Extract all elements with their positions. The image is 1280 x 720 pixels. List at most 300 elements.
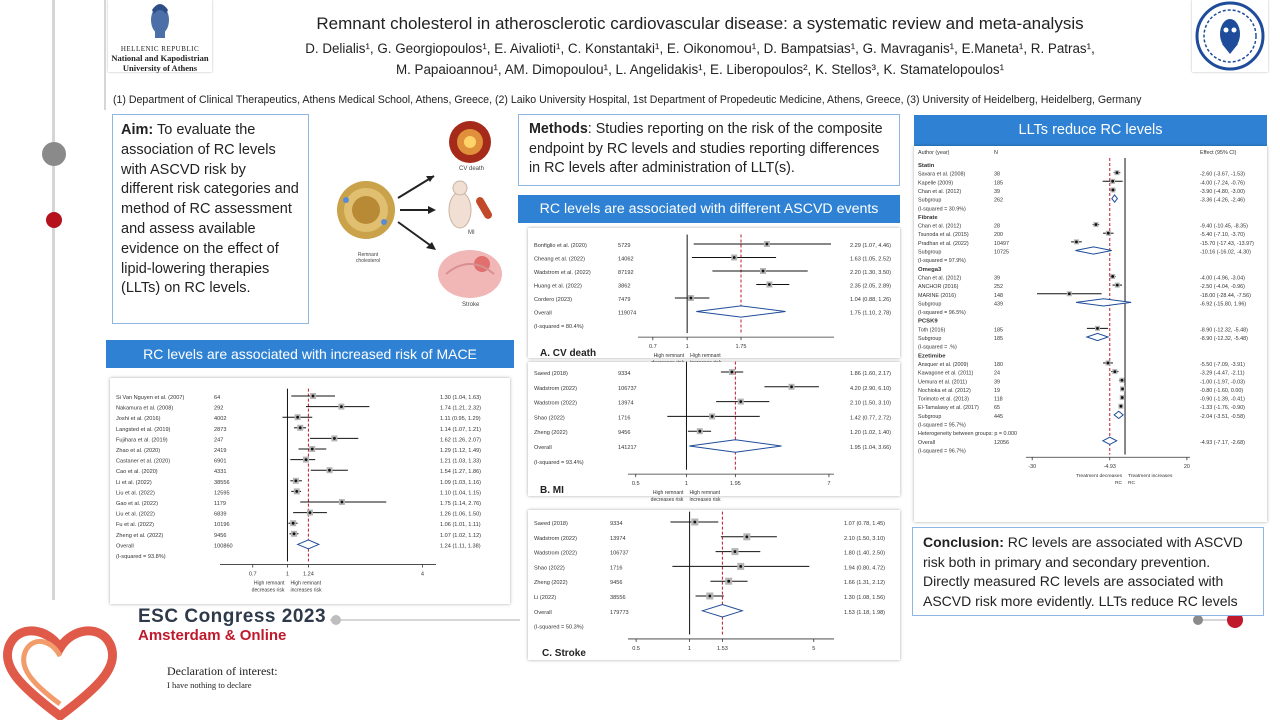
study-label: Huang et al. (2022) xyxy=(534,283,582,290)
point-estimate xyxy=(1068,292,1071,295)
effect-estimate: 2.20 (1.30, 3.50) xyxy=(850,270,892,276)
point-estimate xyxy=(1112,189,1115,192)
point-estimate xyxy=(295,490,298,493)
study-label: Fu et al. (2022) xyxy=(116,522,154,529)
effect-estimate: 4.20 (2.90, 6.10) xyxy=(850,385,892,392)
effect-estimate: -9.40 (-10.45, -8.35) xyxy=(1200,223,1248,230)
study-label: Castaner et al. (2020) xyxy=(116,458,171,465)
point-estimate xyxy=(733,256,736,259)
rail-dot-red xyxy=(46,212,62,228)
heterogeneity-note: (I-squared = 93.8%) xyxy=(116,554,166,560)
right-direction-label: Treatment increases xyxy=(1128,474,1173,480)
effect-estimate: 1.21 (1.03, 1.33) xyxy=(440,458,482,465)
study-label: Uemura et al. (2011) xyxy=(918,379,968,386)
effect-estimate: 1.11 (0.95, 1.29) xyxy=(440,416,481,423)
sample-size: 1179 xyxy=(214,501,227,507)
sample-size: 39 xyxy=(994,275,1000,282)
authors-line-1: D. Delialis¹, G. Georgiopoulos¹, E. Aivalioti¹, C. Konstantaki¹, E. Oikonomou¹, D. Bampatsias¹, G. Mavraganis¹, E.Maneta¹, R. Patras¹, xyxy=(305,41,1095,56)
x-tick-label: 20 xyxy=(1183,464,1190,471)
effect-estimate: 1.42 (0.77, 2.72) xyxy=(850,415,892,422)
sample-size: 141217 xyxy=(618,445,637,451)
study-label: Torimoto et al. (2013) xyxy=(918,396,969,403)
study-label: Kapelle (2009) xyxy=(918,180,954,187)
effect-estimate: -3.29 (-4.47, -2.11) xyxy=(1200,370,1245,377)
header-n: N xyxy=(994,150,998,156)
effect-estimate: -2.50 (-4.04, -0.96) xyxy=(1200,284,1245,291)
aim-label: Aim: xyxy=(121,122,154,138)
llt-banner xyxy=(914,115,1267,146)
study-label: Wadstrom (2022) xyxy=(534,385,578,392)
study-label: Ansquer et al. (2009) xyxy=(918,361,969,368)
study-label: Zheng et al. (2022) xyxy=(116,532,164,539)
left-direction-label: Treatment decreases xyxy=(1075,474,1123,480)
study-label: El-Tamalawy et al. (2017) xyxy=(918,405,979,412)
right-direction-label: High remnant xyxy=(290,580,322,587)
right-direction-label: High remnant xyxy=(690,353,721,360)
effect-estimate: -6.92 (-15.80, 1.96) xyxy=(1200,301,1247,308)
effect-estimate: 1.63 (1.05, 2.52) xyxy=(850,256,892,263)
effect-estimate: 1.95 (1.04, 3.66) xyxy=(850,445,892,451)
effect-estimate: 2.35 (2.05, 2.89) xyxy=(850,283,892,290)
study-label: Cheang et al. (2022) xyxy=(534,256,585,263)
study-label: Li et al. (2022) xyxy=(116,479,152,486)
point-estimate xyxy=(790,385,793,388)
sample-size: 252 xyxy=(994,284,1003,291)
effect-estimate: 1.75 (1.10, 2.78) xyxy=(850,310,892,317)
point-estimate xyxy=(309,511,312,514)
effect-estimate: -8.90 (-12.32, -5.48) xyxy=(1200,327,1248,334)
header-study: Author (year) xyxy=(918,150,950,156)
heterogeneity-note: Heterogeneity between groups: p = 0.000 xyxy=(918,431,1018,438)
sample-size: 200 xyxy=(994,232,1003,239)
rail-dot-gray-right xyxy=(1193,615,1203,625)
study-label: Overall xyxy=(116,543,134,550)
pooled-diamond xyxy=(298,540,319,549)
x-tick-label: 1 xyxy=(684,481,689,488)
sample-size: 9456 xyxy=(214,532,227,539)
heterogeneity-note: (I-squared = 30.9%) xyxy=(918,206,966,213)
sample-size: 445 xyxy=(994,413,1003,420)
pooled-diamond xyxy=(1075,247,1111,254)
effect-estimate: 2.29 (1.07, 4.46) xyxy=(850,243,892,249)
effect-estimate: 1.86 (1.60, 2.17) xyxy=(850,371,892,377)
aim-text xyxy=(121,121,300,299)
study-label: Nakamura et al. (2008) xyxy=(116,405,174,412)
effect-estimate: -3.36 (-4.26, -2.46) xyxy=(1200,197,1245,204)
subgroup-heading: Fibrate xyxy=(918,214,938,221)
esc-congress-subtitle: Amsterdam & Online xyxy=(138,627,287,644)
effect-estimate: -2.04 (-3.51, -0.58) xyxy=(1200,413,1245,420)
sample-size: 65 xyxy=(994,405,1000,412)
x-tick-label: 1 xyxy=(285,571,290,578)
point-estimate xyxy=(305,458,308,461)
point-estimate xyxy=(765,243,768,246)
study-label: Subgroup xyxy=(918,249,942,256)
pooled-diamond xyxy=(696,306,785,317)
study-label: Chan et al. (2012) xyxy=(918,275,962,282)
study-label: Tsunoda et al. (2015) xyxy=(918,232,969,239)
forest-plot-llt xyxy=(914,146,1267,522)
effect-estimate: -1.33 (-1.76, -0.90) xyxy=(1200,405,1245,412)
study-label: Chan et al. (2012) xyxy=(918,188,962,195)
sample-size: 118 xyxy=(994,396,1003,403)
aim-body: To evaluate the association of RC levels with ASCVD risk by different risk categories and method of RC assessment and assess available evidence on the effect of lipid-lowering therapies (LLTs) on RC levels. xyxy=(121,122,299,297)
point-estimate xyxy=(1075,240,1078,243)
conclusion-text xyxy=(923,533,1253,611)
effect-estimate: 1.66 (1.31, 2.12) xyxy=(844,580,886,587)
x-tick-label: 1 xyxy=(688,645,692,652)
subgroup-heading: Ezetimibe xyxy=(918,353,946,360)
left-direction-label: High remnant xyxy=(653,353,685,360)
subgroup-heading: Statin xyxy=(918,163,935,169)
study-label: MARINE (2016) xyxy=(918,292,957,299)
decorative-rail-left-2 xyxy=(104,0,106,110)
effect-estimate: 1.62 (1.26, 2.07) xyxy=(440,437,482,444)
effect-estimate: 1.94 (0.80, 4.72) xyxy=(844,565,886,572)
mace-banner xyxy=(106,340,514,368)
study-label: Bonfiglio et al. (2020) xyxy=(534,243,587,249)
left-direction-label-2: decreases risk xyxy=(251,587,285,594)
effect-estimate: 1.74 (1.21, 2.32) xyxy=(440,405,482,412)
study-label: Saeed (2018) xyxy=(534,371,568,377)
point-estimate xyxy=(1120,405,1123,408)
seal-icon xyxy=(1192,0,1268,72)
remnant-cholesterol-illustration xyxy=(322,114,510,314)
point-estimate xyxy=(731,371,734,374)
sample-size: 6839 xyxy=(214,511,227,518)
point-estimate xyxy=(734,550,737,553)
point-estimate xyxy=(1096,327,1099,330)
point-estimate xyxy=(745,535,748,538)
mace-banner-text: RC levels are associated with increased risk of MACE xyxy=(143,346,477,362)
effect-estimate: -4.93 (-7.17, -2.68) xyxy=(1200,439,1245,446)
decorative-rail-bottom xyxy=(330,619,520,621)
point-estimate xyxy=(341,501,344,504)
forest-plot-mace xyxy=(110,378,510,604)
right-direction-label: High remnant xyxy=(689,490,721,497)
left-direction-label: High remnant xyxy=(253,580,285,587)
x-tick-label: -30 xyxy=(1028,464,1037,471)
conclusion-label: Conclusion: xyxy=(923,534,1004,550)
effect-estimate: -1.00 (-1.97, -0.03) xyxy=(1200,379,1245,386)
conclusion-box xyxy=(912,527,1264,616)
heterogeneity-note: (I-squared = 97.9%) xyxy=(918,258,966,265)
sample-size: 24 xyxy=(994,370,1000,377)
point-estimate xyxy=(294,479,297,482)
sample-size: 185 xyxy=(994,327,1003,334)
pooled-diamond xyxy=(1103,437,1117,444)
forest-plot-stroke xyxy=(528,510,900,660)
study-label: Cao et al. (2020) xyxy=(116,469,158,476)
rail-dot-gray xyxy=(42,142,66,166)
effect-estimate: -3.90 (-4.80, -3.00) xyxy=(1200,188,1245,195)
point-estimate xyxy=(311,448,314,451)
sample-size: 9456 xyxy=(618,430,631,437)
sample-size: 38 xyxy=(994,171,1000,178)
x-tick-label: 1 xyxy=(685,344,689,351)
sample-size: 10196 xyxy=(214,522,230,529)
effect-estimate: -8.90 (-12.32, -5.48) xyxy=(1200,336,1248,342)
effect-estimate: 1.07 (1.02, 1.12) xyxy=(440,532,482,539)
left-direction-label: High remnant xyxy=(652,490,684,497)
sample-size: 439 xyxy=(994,301,1003,308)
study-label: Overall xyxy=(534,609,552,616)
caption-stroke: C. Stroke xyxy=(542,648,586,659)
sample-size: 106737 xyxy=(618,385,637,392)
effect-estimate: 2.10 (1.50, 3.10) xyxy=(850,400,892,407)
effect-estimate: -4.00 (-7.24, -0.76) xyxy=(1200,180,1245,187)
events-banner xyxy=(518,195,900,223)
study-label: Si Van Nguyen et al. (2007) xyxy=(116,395,185,401)
point-estimate xyxy=(1111,180,1114,183)
study-label: Langsted et al. (2019) xyxy=(116,426,171,433)
study-label: Shao (2022) xyxy=(534,565,565,572)
sample-size: 2419 xyxy=(214,448,227,454)
study-label: Overall xyxy=(534,310,552,317)
point-estimate xyxy=(708,595,711,598)
right-direction-label-2: RC xyxy=(1128,481,1136,487)
x-tick-label: -4.93 xyxy=(1103,464,1116,471)
heterogeneity-note: (I-squared = 93.4%) xyxy=(534,459,584,466)
university-seal xyxy=(1192,0,1268,72)
sample-size: 39 xyxy=(994,188,1000,195)
declaration-text: I have nothing to declare xyxy=(167,680,252,690)
x-tick-label: 1.24 xyxy=(302,571,314,578)
sample-size: 2873 xyxy=(214,426,227,433)
sample-size: 38556 xyxy=(610,595,626,601)
heterogeneity-note: (I-squared = 96.7%) xyxy=(918,448,966,455)
rail-dot-bottom xyxy=(331,615,341,625)
subgroup-heading: PCSK9 xyxy=(918,318,938,325)
declaration-title: Declaration of interest: xyxy=(167,664,278,678)
study-label: Wadstrom (2022) xyxy=(534,400,578,407)
sample-size: 292 xyxy=(214,405,224,412)
pooled-diamond xyxy=(689,440,781,452)
heterogeneity-note: (I-squared = 50.3%) xyxy=(534,624,584,631)
point-estimate xyxy=(739,565,742,568)
sample-size: 13974 xyxy=(618,400,634,407)
study-label: Subgroup xyxy=(918,197,942,204)
methods-body: : Studies reporting on the risk of the composite endpoint by RC levels and studies reporting differences in RC levels after administration of LLT(s). xyxy=(529,121,883,176)
sample-size: 9334 xyxy=(610,521,623,527)
point-estimate xyxy=(312,395,315,398)
effect-estimate: 1.09 (1.03, 1.16) xyxy=(440,479,482,486)
label-cv-death: CV death xyxy=(459,166,485,172)
author-list xyxy=(225,38,1175,80)
point-estimate xyxy=(1113,370,1116,373)
point-estimate xyxy=(1121,388,1124,391)
point-estimate xyxy=(296,416,299,419)
study-label: Savara et al. (2008) xyxy=(918,171,966,178)
athena-head-icon xyxy=(108,0,212,40)
poster-title: Remnant cholesterol in atherosclerotic cardiovascular disease: a systematic review and meta-analysis xyxy=(316,14,1084,33)
pooled-diamond xyxy=(1076,299,1131,306)
x-tick-label: 1.95 xyxy=(729,481,741,488)
sample-size: 12056 xyxy=(994,439,1009,446)
methods-label: Methods xyxy=(529,121,588,137)
study-label: Wadstrom (2022) xyxy=(534,535,578,542)
study-label: Overall xyxy=(918,439,936,446)
effect-estimate: 1.75 (1.14, 2.76) xyxy=(440,501,482,507)
caption-mi: B. MI xyxy=(540,485,564,496)
study-label: Toth (2016) xyxy=(918,327,946,334)
point-estimate xyxy=(690,297,693,300)
study-label: Wadstrom et al. (2022) xyxy=(534,270,591,276)
study-label: Shao (2022) xyxy=(534,415,565,422)
sample-size: 100860 xyxy=(214,543,233,550)
sample-size: 185 xyxy=(994,336,1003,342)
point-estimate xyxy=(1121,379,1124,382)
study-label: Kawagone et al. (2011) xyxy=(918,370,974,377)
sample-size: 10725 xyxy=(994,249,1009,256)
effect-estimate: -2.60 (-3.67, -1.53) xyxy=(1200,171,1245,178)
sample-size: 247 xyxy=(214,437,224,444)
sample-size: 14062 xyxy=(618,256,634,263)
forest-plot-mi xyxy=(528,362,900,504)
university-logo xyxy=(108,0,212,72)
sample-size: 6901 xyxy=(214,458,227,465)
x-tick-label: 0.7 xyxy=(248,571,257,578)
study-label: Nochioka et al. (2012) xyxy=(918,387,971,394)
sample-size: 28 xyxy=(994,223,1000,230)
sample-size: 19 xyxy=(994,387,1000,394)
logo-line-1: HELLENIC REPUBLIC xyxy=(120,45,200,53)
x-tick-label: 0.5 xyxy=(632,645,641,652)
sample-size: 7479 xyxy=(618,297,631,303)
sample-size: 5729 xyxy=(618,243,631,249)
label-stroke: Stroke xyxy=(462,302,480,308)
x-tick-label: 1.75 xyxy=(735,344,747,351)
point-estimate xyxy=(292,522,295,525)
effect-estimate: 1.29 (1.12, 1.49) xyxy=(440,448,482,454)
sample-size: 1716 xyxy=(618,415,631,422)
point-estimate xyxy=(1095,223,1098,226)
effect-estimate: 2.10 (1.50, 3.10) xyxy=(844,535,886,542)
point-estimate xyxy=(328,469,331,472)
study-label: Wadstrom (2022) xyxy=(534,550,578,557)
effect-estimate: 1.30 (1.08, 1.56) xyxy=(844,595,886,601)
effect-estimate: 1.80 (1.40, 2.50) xyxy=(844,550,886,557)
sample-size: 4331 xyxy=(214,469,227,476)
esc-congress-title: ESC Congress 2023 xyxy=(138,606,327,627)
point-estimate xyxy=(1107,362,1110,365)
point-estimate xyxy=(1111,275,1114,278)
point-estimate xyxy=(1107,232,1110,235)
pooled-diamond xyxy=(702,605,742,617)
study-label: Fujihara et al. (2019) xyxy=(116,437,168,444)
effect-estimate: 1.30 (1.04, 1.63) xyxy=(440,395,482,401)
point-estimate xyxy=(293,532,296,535)
heterogeneity-note: (I-squared = 95.7%) xyxy=(918,422,966,429)
sample-size: 119074 xyxy=(618,310,637,317)
study-label: Zhao et al. (2020) xyxy=(116,448,161,454)
pooled-diamond xyxy=(1112,195,1118,202)
study-label: Liu et al. (2022) xyxy=(116,511,155,518)
point-estimate xyxy=(333,437,336,440)
heterogeneity-note: (I-squared = 96.5%) xyxy=(918,310,966,317)
study-label: Subgroup xyxy=(918,301,942,308)
methods-box xyxy=(518,114,900,186)
subgroup-heading: Omega3 xyxy=(918,266,942,273)
methods-text xyxy=(529,120,889,179)
sample-size: 106737 xyxy=(610,550,629,557)
logo-line-2: National and Kapodistrian xyxy=(111,53,209,63)
point-estimate xyxy=(1116,171,1119,174)
sample-size: 185 xyxy=(994,180,1003,187)
x-tick-label: 0.5 xyxy=(631,481,640,488)
right-direction-label-2: increases risk xyxy=(689,497,721,504)
sample-size: 12595 xyxy=(214,490,230,497)
study-label: Subgroup xyxy=(918,413,942,420)
point-estimate xyxy=(762,270,765,273)
sample-size: 3862 xyxy=(618,283,631,290)
x-tick-label: 7 xyxy=(827,481,831,488)
point-estimate xyxy=(1121,396,1124,399)
heterogeneity-note: (I-squared = 80.4%) xyxy=(534,324,584,330)
effect-estimate: -5.50 (-7.09, -3.91) xyxy=(1200,361,1245,368)
forest-plot-cv-death xyxy=(528,228,900,358)
events-illustration xyxy=(322,114,510,314)
effect-estimate: 1.04 (0.88, 1.26) xyxy=(850,297,892,303)
study-label: Chan et al. (2012) xyxy=(918,223,962,230)
heterogeneity-note: (I-squared = .%) xyxy=(918,344,957,351)
logo-line-3: University of Athens xyxy=(122,63,198,73)
x-tick-label: 1.53 xyxy=(716,645,728,652)
point-estimate xyxy=(739,400,742,403)
study-label: Gao et al. (2022) xyxy=(116,501,158,507)
effect-estimate: 1.54 (1.27, 1.86) xyxy=(440,469,482,476)
label-mi: MI xyxy=(468,230,475,236)
caption-cv-death: A. CV death xyxy=(540,348,597,359)
effect-estimate: -15.70 (-17.43, -13.97) xyxy=(1200,240,1254,247)
effect-estimate: 1.24 (1.11, 1.38) xyxy=(440,543,481,550)
x-tick-label: 5 xyxy=(812,645,816,652)
study-label: Cordero (2023) xyxy=(534,297,572,303)
effect-estimate: 1.07 (0.78, 1.45) xyxy=(844,521,886,527)
study-label: Joshi et al. (2016) xyxy=(116,416,161,423)
effect-estimate: -4.00 (-4.96, -3.04) xyxy=(1200,275,1245,282)
sample-size: 180 xyxy=(994,361,1003,368)
study-label: Subgroup xyxy=(918,336,942,342)
sample-size: 9456 xyxy=(610,580,623,587)
right-direction-label-2: increases risk xyxy=(290,587,322,594)
point-estimate xyxy=(698,430,701,433)
point-estimate xyxy=(711,415,714,418)
point-estimate xyxy=(727,580,730,583)
effect-estimate: -18.00 (-28.44, -7.56) xyxy=(1200,292,1251,299)
study-label: ANCHOR (2016) xyxy=(918,284,959,291)
point-estimate xyxy=(299,426,302,429)
sample-size: 4002 xyxy=(214,416,227,423)
events-banner-text: RC levels are associated with different ASCVD events xyxy=(539,201,879,217)
study-label: Liu et al. (2022) xyxy=(116,490,155,497)
conclusion-body: RC levels are associated with ASCVD risk both in primary and secondary prevention. Directly measured RC levels are associated with ASCVD risk more evidently. LLTs reduce RC levels xyxy=(923,534,1243,609)
study-label: Zheng (2022) xyxy=(534,430,568,437)
point-estimate xyxy=(340,405,343,408)
effect-estimate: 1.10 (1.04, 1.15) xyxy=(440,490,482,497)
sample-size: 87192 xyxy=(618,270,634,276)
sample-size: 179773 xyxy=(610,609,629,616)
sample-size: 64 xyxy=(214,395,221,401)
left-direction-label-2: decreases risk xyxy=(650,497,684,504)
study-label: Saeed (2018) xyxy=(534,521,568,527)
study-label: Zheng (2022) xyxy=(534,580,568,587)
study-label: Li (2022) xyxy=(534,595,557,601)
left-direction-label-2: RC xyxy=(1114,481,1123,487)
x-tick-label: 0.7 xyxy=(648,344,657,351)
affiliations: (1) Department of Clinical Therapeutics, Athens Medical School, Athens, Greece, (2) Laiko University Hospital, 1st Department of Propedeutic Medicine, Athens, Greece, (3) University of Heidelberg, Heidelberg, Germany xyxy=(113,94,1142,106)
sample-size: 39 xyxy=(994,379,1000,386)
